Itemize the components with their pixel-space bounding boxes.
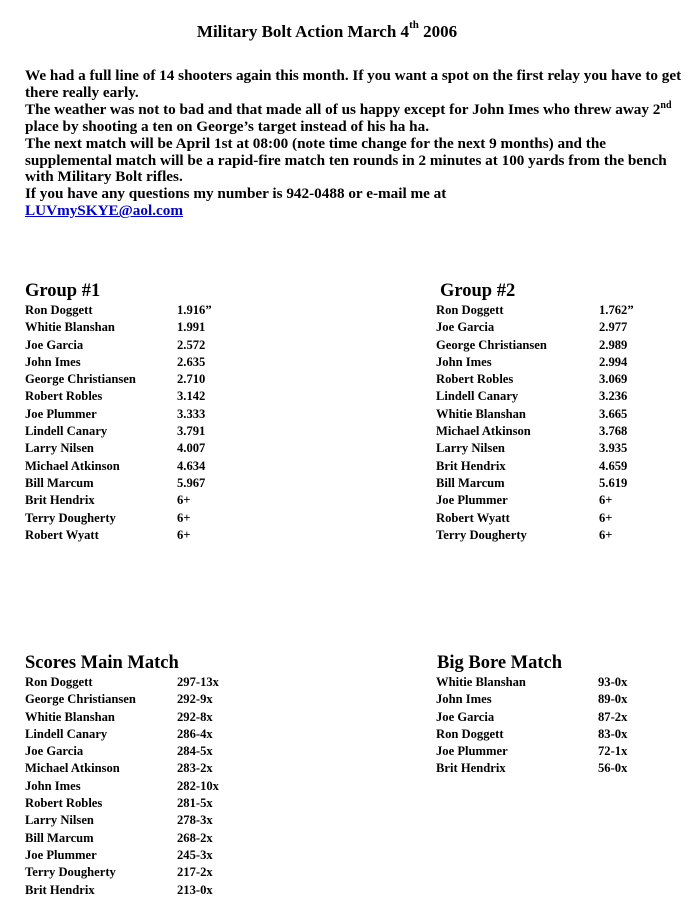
intro-p2-start: The weather was not to bad and that made all of us happy except for John Imes who threw away 2 <box>25 100 661 118</box>
shooter-result: 4.007 <box>177 441 206 456</box>
title-year: 2006 <box>418 22 458 41</box>
shooter-result: 6+ <box>599 493 613 508</box>
shooter-name: Lindell Canary <box>436 389 519 404</box>
email-link[interactable]: LUVmySKYE@aol.com <box>25 202 183 220</box>
result-row <box>25 302 212 319</box>
result-row <box>25 847 219 864</box>
result-row <box>25 527 212 544</box>
shooter-result: 3.236 <box>599 389 628 404</box>
shooter-name: Joe Garcia <box>436 709 495 724</box>
intro-paragraph-1: We had a full line of 14 shooters again this month. If you want a spot on the first relay you have to get there really early. <box>25 67 682 101</box>
result-row <box>25 760 219 777</box>
shooter-result: 3.935 <box>599 441 628 456</box>
shooter-result: 6+ <box>599 527 613 542</box>
result-row <box>25 423 212 440</box>
result-row <box>25 778 219 795</box>
result-row <box>436 726 627 743</box>
shooter-result: 297-13x <box>177 675 219 689</box>
shooter-result: 3.069 <box>599 372 628 387</box>
group1-heading: Group #1 <box>25 281 101 301</box>
result-row <box>436 492 634 509</box>
shooter-result: 3.333 <box>177 406 206 421</box>
shooter-name: Joe Garcia <box>436 320 495 335</box>
shooter-name: Bill Marcum <box>25 475 94 490</box>
result-row <box>436 709 627 726</box>
result-row <box>436 423 634 440</box>
big-bore-heading: Big Bore Match <box>437 653 563 673</box>
result-row <box>436 388 634 405</box>
result-row <box>25 674 219 691</box>
shooter-name: George Christiansen <box>25 692 136 707</box>
scores-main-section <box>25 652 219 899</box>
title-main: Military Bolt Action March 4 <box>196 22 410 41</box>
shooter-name: Whitie Blanshan <box>25 320 115 335</box>
result-row <box>436 319 634 336</box>
shooter-name: Whitie Blanshan <box>25 709 115 724</box>
shooter-result: 283-2x <box>177 761 213 776</box>
shooter-result: 284-5x <box>177 744 213 759</box>
result-row <box>436 302 634 319</box>
shooter-name: Robert Wyatt <box>25 527 99 542</box>
shooter-name: John Imes <box>436 354 492 369</box>
shooter-name: John Imes <box>25 778 81 793</box>
big-bore-list <box>436 674 627 778</box>
result-row <box>436 510 634 527</box>
result-row <box>25 440 212 457</box>
shooter-name: Terry Dougherty <box>25 865 116 880</box>
result-row <box>25 864 219 881</box>
shooter-result: 2.572 <box>177 337 206 352</box>
shooter-result: 268-2x <box>177 830 213 845</box>
shooter-name: Whitie Blanshan <box>436 675 526 689</box>
shooter-result: 6+ <box>177 527 191 542</box>
shooter-result: 3.768 <box>599 424 628 439</box>
big-bore-section <box>436 652 627 778</box>
result-row <box>436 354 634 371</box>
result-row <box>25 406 212 423</box>
result-row <box>25 812 219 829</box>
result-row <box>25 371 212 388</box>
shooter-result: 286-4x <box>177 726 213 741</box>
shooter-result: 4.634 <box>177 458 206 473</box>
shooter-result: 3.142 <box>177 389 206 404</box>
scores-main-list <box>25 674 219 899</box>
group2-section <box>436 280 634 544</box>
email-line <box>25 203 690 220</box>
shooter-result: 6+ <box>599 510 613 525</box>
result-row <box>436 691 627 708</box>
shooter-name: Ron Doggett <box>436 726 504 741</box>
result-row <box>436 475 634 492</box>
shooter-result: 56-0x <box>598 761 628 776</box>
shooter-result: 4.659 <box>599 458 628 473</box>
shooter-name: Michael Atkinson <box>436 424 531 439</box>
shooter-name: Lindell Canary <box>25 726 108 741</box>
shooter-name: Robert Robles <box>25 389 103 404</box>
group2-heading: Group #2 <box>440 281 516 301</box>
result-row <box>25 882 219 899</box>
result-row <box>25 492 212 509</box>
shooter-name: Bill Marcum <box>25 830 94 845</box>
shooter-name: George Christiansen <box>436 337 547 352</box>
shooter-result: 213-0x <box>177 882 213 897</box>
shooter-result: 3.665 <box>599 406 628 421</box>
shooter-result: 292-8x <box>177 709 213 724</box>
shooter-result: 245-3x <box>177 847 213 862</box>
shooter-result: 2.977 <box>599 320 628 335</box>
shooter-name: John Imes <box>25 354 81 369</box>
shooter-result: 2.710 <box>177 372 206 387</box>
group1-section <box>25 280 212 544</box>
shooter-name: Larry Nilsen <box>25 441 94 456</box>
result-row <box>436 440 634 457</box>
shooter-name: Robert Wyatt <box>436 510 510 525</box>
shooter-result: 281-5x <box>177 796 213 811</box>
shooter-result: 2.989 <box>599 337 628 352</box>
shooter-result: 217-2x <box>177 865 213 880</box>
page-title <box>0 19 654 42</box>
result-row <box>436 406 634 423</box>
intro-text <box>25 68 690 220</box>
result-row <box>25 743 219 760</box>
group1-list <box>25 302 212 544</box>
shooter-result: 1.762” <box>599 303 634 317</box>
shooter-name: Robert Robles <box>25 796 103 811</box>
shooter-result: 1.916” <box>177 303 212 317</box>
result-row <box>436 371 634 388</box>
shooter-result: 6+ <box>177 510 191 525</box>
shooter-name: Michael Atkinson <box>25 761 120 776</box>
result-row <box>25 354 212 371</box>
shooter-name: Ron Doggett <box>436 303 504 317</box>
shooter-name: Joe Plummer <box>25 847 97 862</box>
shooter-name: Ron Doggett <box>25 675 93 689</box>
result-row <box>436 674 627 691</box>
result-row <box>25 337 212 354</box>
shooter-result: 278-3x <box>177 813 213 828</box>
shooter-name: Lindell Canary <box>25 424 108 439</box>
shooter-name: Joe Plummer <box>25 406 97 421</box>
shooter-result: 282-10x <box>177 778 219 793</box>
result-row <box>25 830 219 847</box>
result-row <box>25 691 219 708</box>
shooter-name: Brit Hendrix <box>25 493 95 508</box>
shooter-name: Larry Nilsen <box>25 813 94 828</box>
intro-p2-end: place by shooting a ten on George’s target instead of his ha ha. <box>25 117 430 135</box>
title-superscript: th <box>409 19 419 31</box>
shooter-result: 72-1x <box>598 744 628 759</box>
intro-paragraph-2 <box>25 99 690 136</box>
shooter-name: Joe Garcia <box>25 744 84 759</box>
result-row <box>25 458 212 475</box>
intro-paragraph-4: If you have any questions my number is 942-0488 or e-mail me at <box>25 185 447 203</box>
shooter-name: Brit Hendrix <box>436 761 506 776</box>
result-row <box>436 760 627 777</box>
result-row <box>436 743 627 760</box>
shooter-result: 6+ <box>177 493 191 508</box>
scores-main-heading: Scores Main Match <box>25 653 179 673</box>
result-row <box>436 337 634 354</box>
shooter-result: 3.791 <box>177 424 206 439</box>
shooter-name: Terry Dougherty <box>25 510 116 525</box>
shooter-result: 1.991 <box>177 320 206 335</box>
shooter-name: Michael Atkinson <box>25 458 120 473</box>
result-row <box>25 795 219 812</box>
result-row <box>25 475 212 492</box>
shooter-name: Whitie Blanshan <box>436 406 526 421</box>
shooter-name: Joe Garcia <box>25 337 84 352</box>
shooter-name: Joe Plummer <box>436 744 508 759</box>
shooter-name: Joe Plummer <box>436 493 508 508</box>
result-row <box>436 458 634 475</box>
intro-p2-superscript: nd <box>660 99 672 111</box>
result-row <box>25 709 219 726</box>
result-row <box>25 388 212 405</box>
result-row <box>25 319 212 336</box>
result-row <box>25 510 212 527</box>
result-row <box>436 527 634 544</box>
intro-paragraph-3: The next match will be April 1st at 08:00 (note time change for the next 9 months) and the supplemental match will be a rapid-fire match ten rounds in 2 minutes at 100 yards from the bench with Military Bolt rifles. <box>25 134 667 186</box>
shooter-result: 87-2x <box>598 709 628 724</box>
shooter-name: Larry Nilsen <box>436 441 505 456</box>
shooter-result: 292-9x <box>177 692 213 707</box>
shooter-name: Brit Hendrix <box>436 458 506 473</box>
shooter-name: George Christiansen <box>25 372 136 387</box>
shooter-name: Brit Hendrix <box>25 882 95 897</box>
shooter-result: 2.635 <box>177 354 206 369</box>
shooter-result: 83-0x <box>598 726 628 741</box>
shooter-result: 2.994 <box>599 354 628 369</box>
shooter-name: John Imes <box>436 692 492 707</box>
shooter-name: Ron Doggett <box>25 303 93 317</box>
group2-list <box>436 302 634 544</box>
shooter-result: 93-0x <box>598 675 628 689</box>
shooter-result: 5.619 <box>599 475 628 490</box>
shooter-result: 5.967 <box>177 475 206 490</box>
shooter-name: Bill Marcum <box>436 475 505 490</box>
result-row <box>25 726 219 743</box>
shooter-name: Terry Dougherty <box>436 527 527 542</box>
shooter-result: 89-0x <box>598 692 628 707</box>
shooter-name: Robert Robles <box>436 372 514 387</box>
